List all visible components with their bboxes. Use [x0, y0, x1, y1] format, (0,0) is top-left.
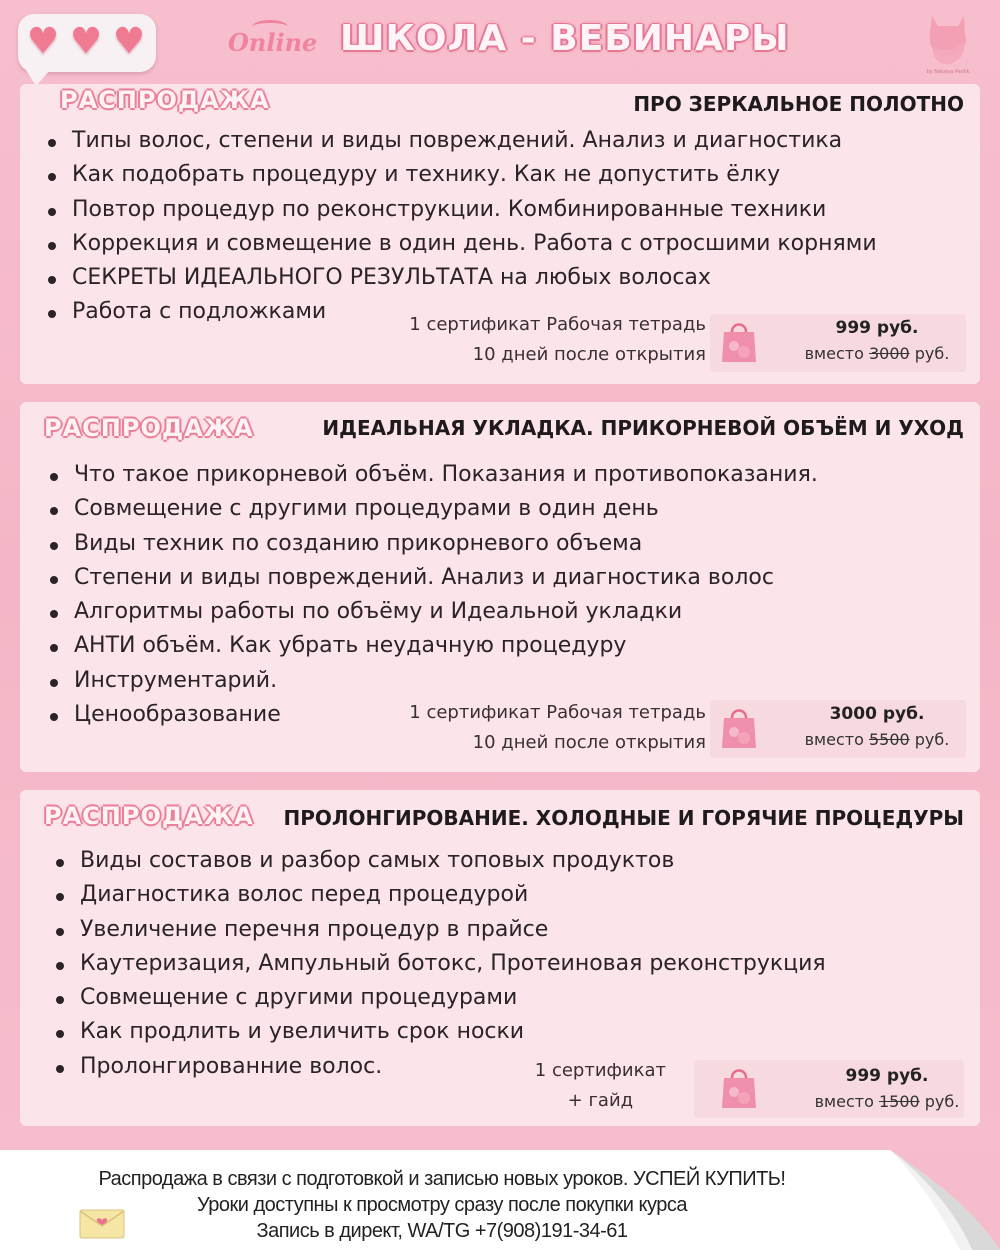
price-panel [694, 1060, 964, 1118]
course-includes [535, 1056, 666, 1116]
sale-badge: РАСПРОДАЖА [44, 802, 254, 830]
list-item: Совмещение с другими процедурами [54, 981, 826, 1015]
course-topics-list [48, 458, 818, 732]
bag-icon [720, 1064, 758, 1110]
heart-icon: ♥ [69, 21, 103, 62]
course-includes [409, 698, 706, 758]
list-item: Как подобрать процедуру и технику. Как не допустить ёлку [46, 158, 877, 192]
list-item: Что такое прикорневой объём. Показания и противопоказания. [48, 458, 818, 492]
access-line: 10 дней после открытия [472, 732, 706, 753]
list-item: Увеличение перечня процедур в прайсе [54, 913, 826, 947]
page-title: ШКОЛА - ВЕБИНАРЫ [340, 18, 790, 59]
course-topics-list [46, 124, 877, 330]
hearts-bubble [18, 14, 156, 72]
footer-sale-note: Распродажа в связи с подготовкой и записью новых уроков. УСПЕЙ КУПИТЬ! [98, 1168, 786, 1190]
old-price-value: 3000 [868, 344, 910, 363]
price-panel [710, 314, 966, 372]
course-title: ИДЕАЛЬНАЯ УКЛАДКА. ПРИКОРНЕВОЙ ОБЪЁМ И УХОД [322, 416, 964, 440]
list-item: СЕКРЕТЫ ИДЕАЛЬНОГО РЕЗУЛЬТАТА на любых волосах [46, 261, 877, 295]
list-item: Ценообразование [48, 698, 818, 732]
header [0, 0, 1000, 84]
heart-icon: ♥ [112, 21, 146, 62]
access-line: + гайд [567, 1090, 634, 1111]
list-item: Как продлить и увеличить срок носки [54, 1015, 826, 1049]
list-item: Коррекция и совмещение в один день. Работа с отросшими корнями [46, 227, 877, 261]
course-includes [409, 310, 706, 370]
price: 999 руб. [845, 1066, 929, 1086]
bag-icon [720, 704, 758, 750]
logo-caption: by Natalya Pashk [926, 69, 970, 75]
old-price-value: 5500 [868, 730, 910, 749]
course-card [20, 402, 980, 772]
cat-logo-icon [918, 10, 978, 76]
includes-line: 1 сертификат [534, 1060, 666, 1081]
sale-badge: РАСПРОДАЖА [44, 414, 254, 442]
list-item: Алгоритмы работы по объёму и Идеальной укладки [48, 595, 818, 629]
includes-line: 1 сертификат Рабочая тетрадь [409, 702, 706, 723]
page-curl-decoration [890, 1150, 1000, 1250]
price-panel [710, 700, 966, 758]
course-title: ПРО ЗЕРКАЛЬНОЕ ПОЛОТНО [633, 92, 964, 116]
old-price: вместо 5500 руб. [804, 730, 950, 749]
list-item: Виды техник по созданию прикорневого объема [48, 527, 818, 561]
list-item: Типы волос, степени и виды повреждений. Анализ и диагностика [46, 124, 877, 158]
list-item: Диагностика волос перед процедурой [54, 878, 826, 912]
footer-access-note: Уроки доступны к просмотру сразу после покупки курса [196, 1194, 687, 1216]
old-price: вместо 3000 руб. [804, 344, 950, 363]
course-card [20, 790, 980, 1126]
course-topics-list [54, 844, 826, 1084]
course-card [20, 84, 980, 384]
price: 999 руб. [835, 318, 919, 338]
list-item: Виды составов и разбор самых топовых продуктов [54, 844, 826, 878]
list-item: Совмещение с другими процедурами в один день [48, 492, 818, 526]
old-price-value: 1500 [878, 1092, 920, 1111]
list-item: Повтор процедур по реконструкции. Комбинированные техники [46, 193, 877, 227]
footer-contact: Запись в директ, WA/TG +7(908)191-34-61 [256, 1220, 628, 1242]
includes-line: 1 сертификат Рабочая тетрадь [409, 314, 706, 335]
price: 3000 руб. [829, 704, 925, 724]
list-item: Инструментарий. [48, 664, 818, 698]
envelope-icon [78, 1206, 126, 1240]
online-label: Online [228, 28, 318, 57]
course-title: ПРОЛОНГИРОВАНИЕ. ХОЛОДНЫЕ И ГОРЯЧИЕ ПРОЦЕДУРЫ [283, 806, 964, 830]
sale-badge: РАСПРОДАЖА [60, 86, 270, 114]
list-item: Каутеризация, Ампульный ботокс, Протеиновая реконструкция [54, 947, 826, 981]
footer [0, 1150, 1000, 1250]
old-price: вместо 1500 руб. [814, 1092, 960, 1111]
list-item: Пролонгированние волос. [54, 1050, 826, 1084]
list-item: Степени и виды повреждений. Анализ и диагностика волос [48, 561, 818, 595]
list-item: Работа с подложками [46, 295, 877, 329]
bag-icon [720, 318, 758, 364]
access-line: 10 дней после открытия [472, 344, 706, 365]
list-item: АНТИ объём. Как убрать неудачную процедуру [48, 629, 818, 663]
heart-icon: ♥ [26, 21, 60, 62]
